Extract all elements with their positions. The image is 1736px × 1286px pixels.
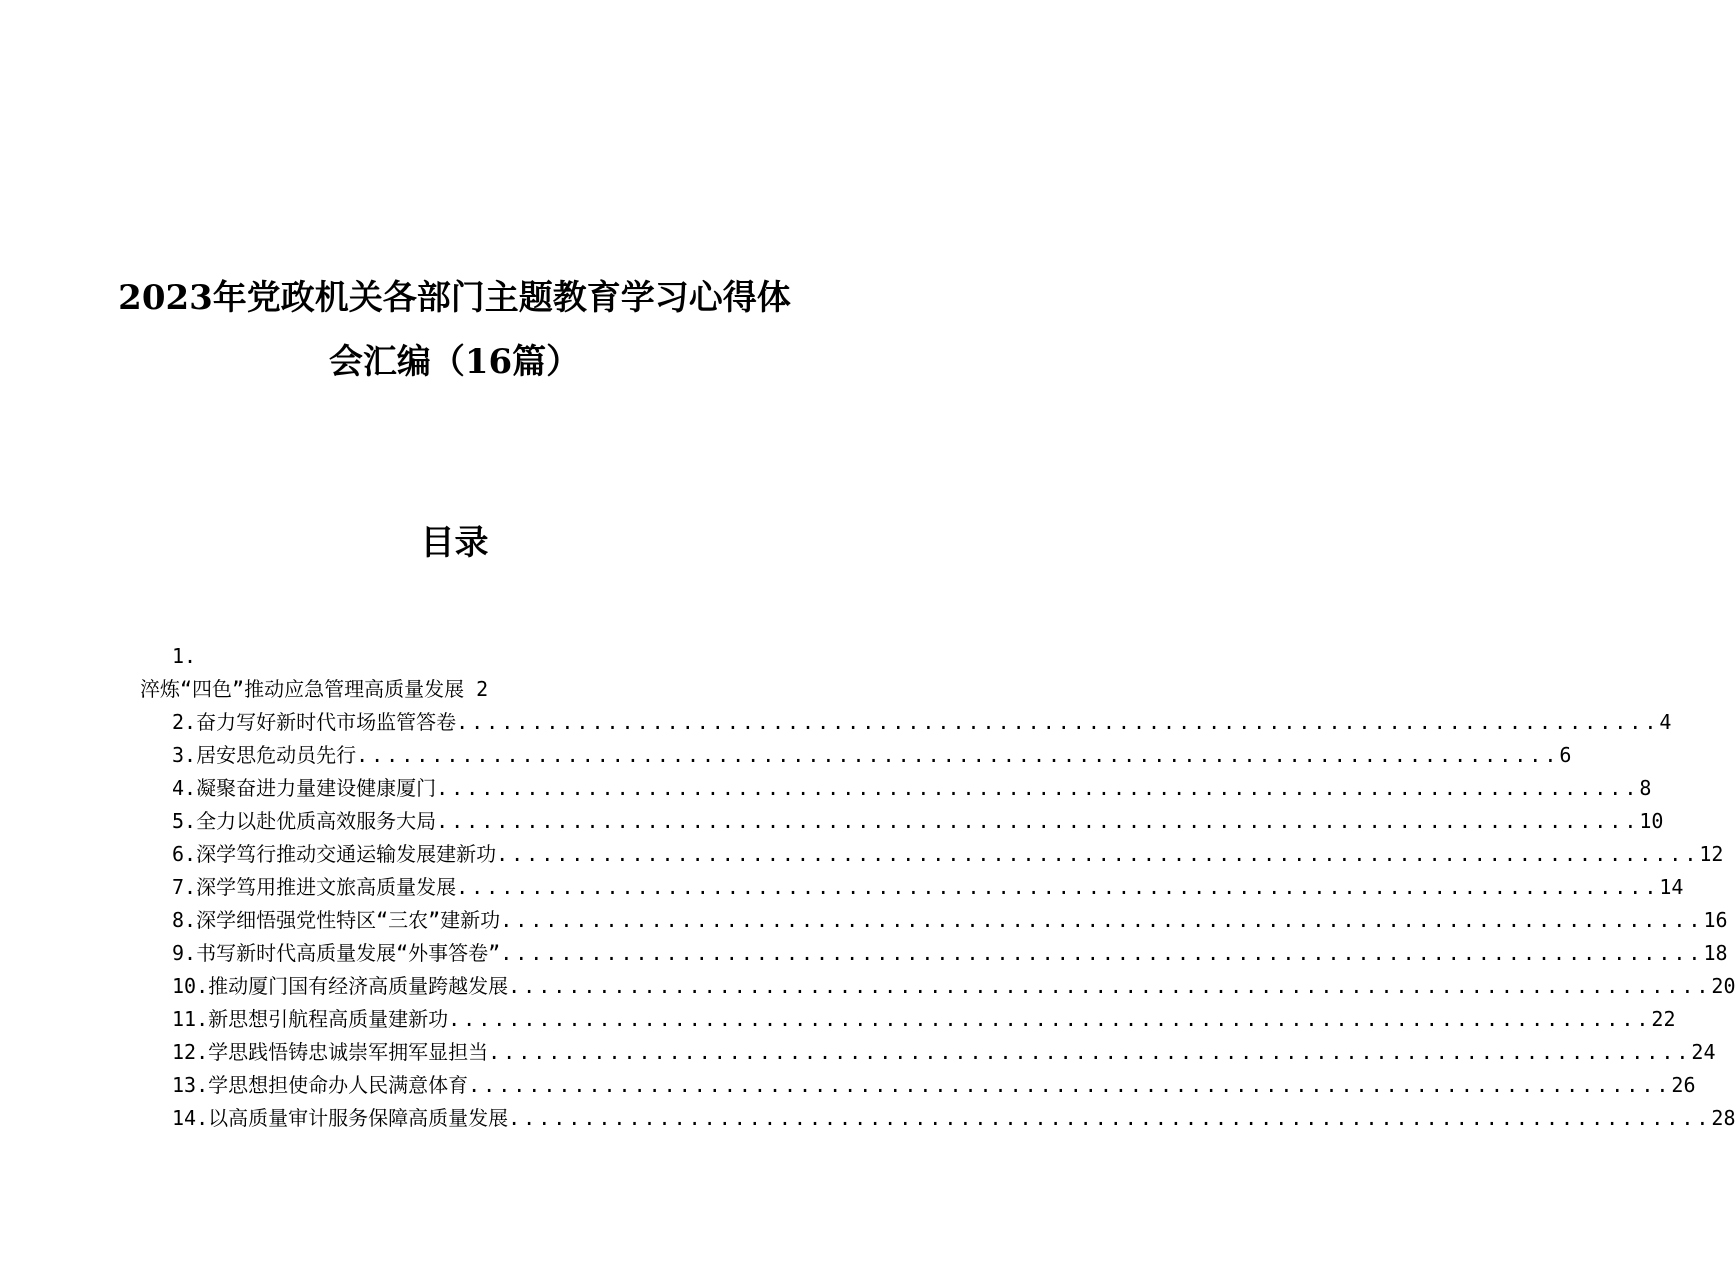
- toc-dot-leader: ................................................................................: [508, 1106, 1712, 1130]
- toc-entry-number: 3.: [172, 743, 197, 767]
- toc-entry-row: [172, 706, 1672, 739]
- toc-entry-number: 4.: [172, 776, 197, 800]
- toc-entry[interactable]: [0, 1003, 1676, 1036]
- toc-entry-row: [172, 1102, 1736, 1135]
- toc-entry-page: 10: [1639, 809, 1664, 833]
- toc-entry-row: [172, 871, 1684, 904]
- toc-entry-page: 8: [1639, 776, 1652, 800]
- toc-entry[interactable]: [0, 706, 1672, 739]
- toc-entry-page: 2: [476, 677, 489, 701]
- toc-entry[interactable]: [0, 1036, 1716, 1069]
- toc-entry-row: [172, 838, 1724, 871]
- toc-dot-leader: ................................................................................: [488, 1040, 1692, 1064]
- toc-dot-leader: ................................................................................: [468, 1073, 1672, 1097]
- toc-entry-page: 12: [1699, 842, 1724, 866]
- toc-dot-leader: ................................................................................: [456, 710, 1660, 734]
- toc-dot-leader: ................................................................................: [496, 842, 1700, 866]
- toc-heading: 目录: [420, 523, 489, 563]
- toc-entry-page: 18: [1703, 941, 1728, 965]
- toc-entry[interactable]: [0, 772, 1652, 805]
- toc-dot-leader: ................................................................................: [436, 776, 1640, 800]
- toc-dot-leader: ................................................................................: [508, 974, 1712, 998]
- toc-entry-text: 深学笃行推动交通运输发展建新功: [196, 842, 497, 866]
- toc-list: [0, 706, 1736, 1135]
- toc-entry-row: [172, 904, 1728, 937]
- toc-entry-number: 8.: [172, 908, 197, 932]
- toc-entry-row: [172, 772, 1652, 805]
- toc-dot-leader: ................................................................................: [500, 908, 1704, 932]
- toc-entry-number: 11.: [172, 1007, 209, 1031]
- toc-entry-row: [172, 805, 1664, 838]
- toc-entry-number: 2.: [172, 710, 197, 734]
- table-of-contents: [0, 640, 1736, 1135]
- document-title-line-1: 2023年党政机关各部门主题教育学习心得体: [118, 278, 791, 318]
- toc-entry[interactable]: [0, 1102, 1736, 1135]
- toc-entry-text: 淬炼“四色”推动应急管理高质量发展 2: [140, 677, 489, 701]
- toc-dot-leader: ................................................................................: [436, 809, 1640, 833]
- toc-entry-text: 居安思危动员先行: [196, 743, 357, 767]
- toc-entry[interactable]: [0, 838, 1724, 871]
- toc-entry-page: 26: [1671, 1073, 1696, 1097]
- document-title-line-2: 会汇编（16篇）: [328, 342, 581, 382]
- toc-entry-number: 7.: [172, 875, 197, 899]
- toc-entry[interactable]: [0, 739, 1572, 772]
- toc-entry[interactable]: [0, 871, 1684, 904]
- toc-entry-1-number-line[interactable]: [0, 640, 909, 673]
- toc-entry-text: 推动厦门国有经济高质量跨越发展: [208, 974, 509, 998]
- toc-entry-number: 6.: [172, 842, 197, 866]
- toc-entry[interactable]: [0, 937, 1728, 970]
- toc-dot-leader: ................................................................................: [456, 875, 1660, 899]
- toc-entry-text: 以高质量审计服务保障高质量发展: [208, 1106, 509, 1130]
- toc-entry-1-text-line[interactable]: [0, 673, 909, 706]
- toc-entry-row: [172, 739, 1572, 772]
- toc-entry-number: 9.: [172, 941, 197, 965]
- toc-entry-number: 10.: [172, 974, 209, 998]
- toc-dot-leader: ................................................................................: [500, 941, 1704, 965]
- toc-entry-text: 深学笃用推进文旅高质量发展: [196, 875, 457, 899]
- toc-entry-text: 新思想引航程高质量建新功: [208, 1007, 449, 1031]
- toc-entry-number: 14.: [172, 1106, 209, 1130]
- toc-entry-page: 24: [1691, 1040, 1716, 1064]
- toc-entry-page: 16: [1703, 908, 1728, 932]
- toc-entry-row: [172, 970, 1736, 1003]
- toc-entry-text: 奋力写好新时代市场监管答卷: [196, 710, 457, 734]
- toc-dot-leader: ................................................................................: [448, 1007, 1652, 1031]
- toc-entry[interactable]: [0, 805, 1664, 838]
- toc-entry-text: 书写新时代高质量发展“外事答卷”: [196, 941, 501, 965]
- toc-entry[interactable]: [0, 904, 1728, 937]
- toc-entry-number: 1.: [172, 644, 197, 668]
- toc-entry-page: 22: [1651, 1007, 1676, 1031]
- toc-entry-text: 学思想担使命办人民满意体育: [208, 1073, 469, 1097]
- toc-entry-text: 深学细悟强党性特区“三农”建新功: [196, 908, 501, 932]
- toc-entry[interactable]: [0, 1069, 1696, 1102]
- toc-entry-text: 凝聚奋进力量建设健康厦门: [196, 776, 437, 800]
- toc-entry-row: [172, 1036, 1716, 1069]
- toc-entry-page: 28: [1711, 1106, 1736, 1130]
- toc-entry-text: 学思践悟铸忠诚崇军拥军显担当: [208, 1040, 489, 1064]
- toc-entry-number: 5.: [172, 809, 197, 833]
- toc-entry-row: [172, 1069, 1696, 1102]
- toc-entry-row: [172, 937, 1728, 970]
- toc-entry-page: 14: [1659, 875, 1684, 899]
- toc-entry-row: [172, 1003, 1676, 1036]
- toc-entry-page: 6: [1559, 743, 1572, 767]
- toc-entry-number: 13.: [172, 1073, 209, 1097]
- toc-entry-page: 4: [1659, 710, 1672, 734]
- toc-entry[interactable]: [0, 970, 1736, 1003]
- toc-dot-leader: ................................................................................: [356, 743, 1560, 767]
- toc-entry-text: 全力以赴优质高效服务大局: [196, 809, 437, 833]
- toc-entry-number: 12.: [172, 1040, 209, 1064]
- toc-entry-page: 20: [1711, 974, 1736, 998]
